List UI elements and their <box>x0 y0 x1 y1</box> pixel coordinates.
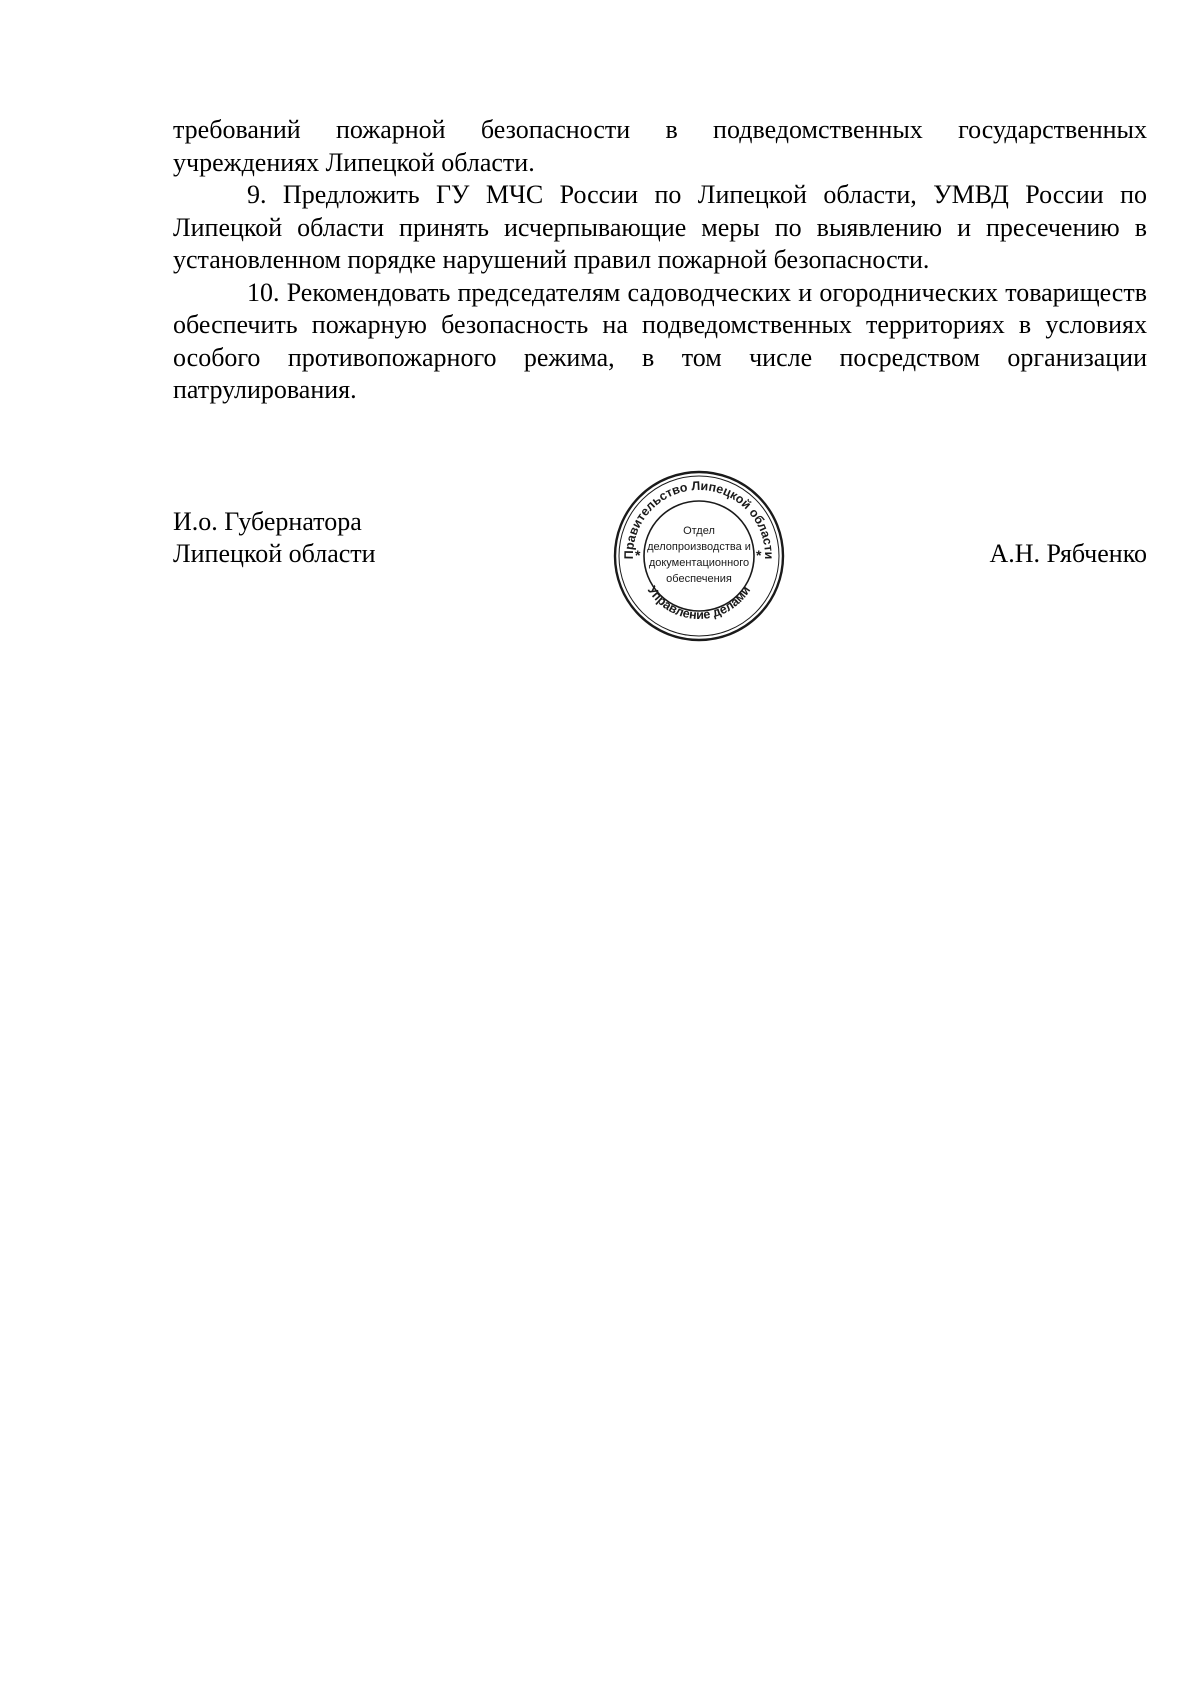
seal-inner-line-3: документационного <box>648 557 750 569</box>
seal-inner-line-4: обеспечения <box>666 573 732 585</box>
paragraph-item-10: 10. Рекомендовать председателям садоводческих и огороднических товариществ обеспечить пожарную безопасность на подведомственных территориях в условиях особого противопожарного режима, в том числе посредством организации патрулирования. <box>173 277 1147 404</box>
official-seal <box>612 469 786 643</box>
paragraph-continuation: требований пожарной безопасности в подведомственных государственных учреждениях Липецкой области. <box>173 115 1147 177</box>
signatory-name: А.Н. Рябченко <box>989 539 1147 568</box>
seal-star-left: * <box>635 547 641 563</box>
document-body <box>173 114 1147 407</box>
seal-outer-top-text: Правительство Липецкой области <box>621 478 777 560</box>
signatory-position <box>173 506 376 570</box>
signatory-position-line-2: Липецкой области <box>173 539 376 568</box>
seal-outer-bottom-text: Управление делами <box>644 583 754 623</box>
paragraph-item-9: 9. Предложить ГУ МЧС России по Липецкой области, УМВД России по Липецкой области принять исчерпывающие меры по выявлению и пресечению в установленном порядке нарушений правил пожарной безопасности. <box>173 180 1147 274</box>
seal-inner-line-1: Отдел <box>683 525 715 537</box>
seal-star-right: * <box>756 547 762 563</box>
seal-inner-line-2: делопроизводства и <box>647 541 751 553</box>
seal-icon <box>612 469 786 643</box>
signatory-position-line-1: И.о. Губернатора <box>173 507 362 536</box>
